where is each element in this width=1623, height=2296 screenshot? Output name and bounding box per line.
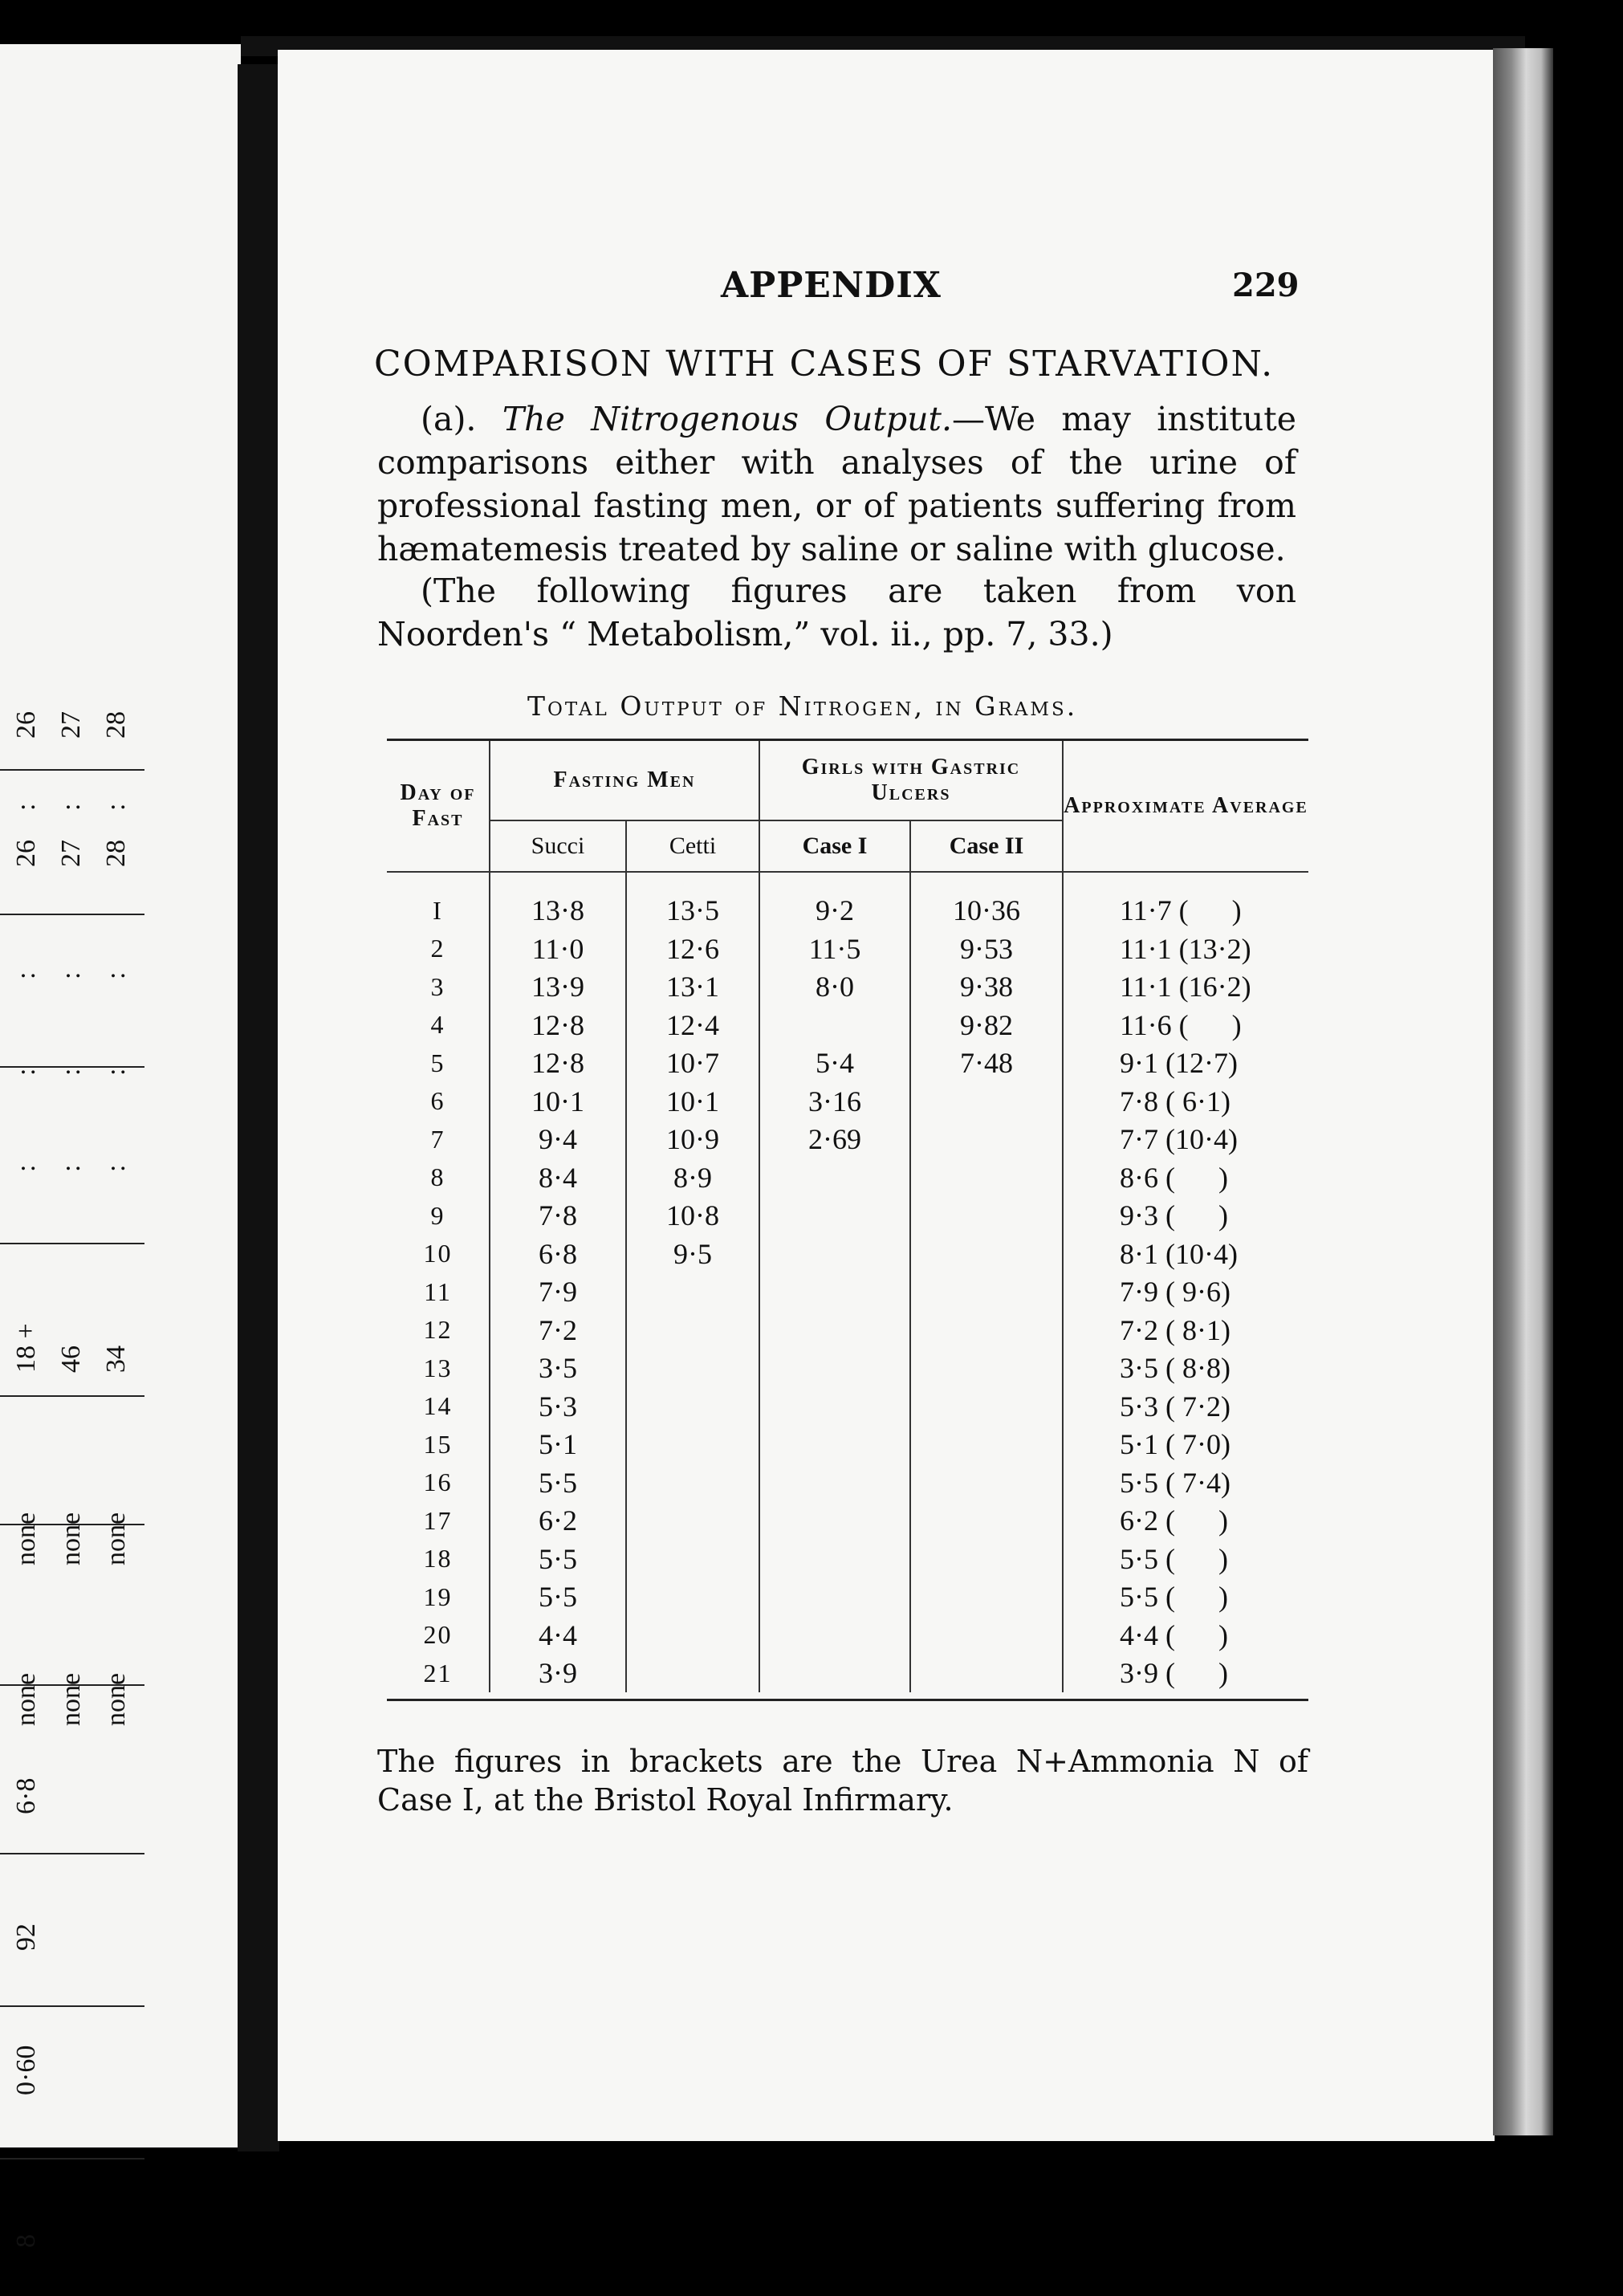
paragraph-label: (a). [421,400,477,438]
cell-succi: 13·8 [490,872,626,930]
cell-average: 9·1 (12·7) [1120,1047,1238,1080]
cell-average: 11·6 ( ) [1120,1008,1242,1041]
header-girls-gastric-ulcers: Girls with Gastric Ulcers [759,740,1063,820]
cell-case1 [759,1463,910,1502]
table-row [387,1197,1308,1236]
table-row [387,968,1308,1007]
cell-case1 [759,1540,910,1578]
fragment-row [51,706,93,2248]
cell-average: 3·5 ( 8·8) [1120,1352,1230,1385]
nitrogen-table [387,739,1308,1701]
cell-average: 3·9 ( ) [1120,1657,1228,1690]
cell-case1 [759,1578,910,1617]
cell-day: 11 [387,1273,490,1312]
cell-succi: 5·5 [490,1540,626,1578]
cell-cetti [626,1387,759,1426]
cell-succi: 9·4 [490,1121,626,1159]
fragment-cell: 6·8 [11,1777,41,1814]
fragment-cell: none [56,1672,86,1726]
cell-case2 [910,1082,1063,1121]
cell-case1 [759,1311,910,1350]
page-number: 229 [1232,267,1300,304]
fragment-cell: 27 [56,711,86,739]
cell-succi: 7·2 [490,1311,626,1350]
cell-average: 7·8 ( 6·1) [1120,1085,1230,1117]
fragment-cell: 92 [11,1924,41,1951]
cell-case1 [759,1502,910,1541]
cell-case1 [759,1426,910,1464]
cell-cetti [626,1616,759,1655]
cell-cetti [626,1655,759,1693]
table-row [387,1273,1308,1312]
fragment-cell: none [11,1512,41,1565]
cell-succi: 11·0 [490,930,626,968]
table-row [387,1655,1308,1693]
cell-average: 7·7 (10·4) [1120,1123,1238,1156]
table-row [387,930,1308,968]
cell-day: 13 [387,1350,490,1388]
fragment-cell: 27 [56,840,86,867]
cell-case2: 9·38 [910,968,1063,1007]
cell-case1: 5·4 [759,1044,910,1083]
cell-case2 [910,1463,1063,1502]
fragment-cell: : [101,1164,131,1172]
table-row [387,1426,1308,1464]
cell-case1 [759,1006,910,1044]
cell-cetti: 10·1 [626,1082,759,1121]
section-heading: COMPARISON WITH CASES OF STARVATION. [374,344,1275,385]
fragment-cell: 26 [11,840,41,867]
cell-day: 10 [387,1235,490,1273]
cell-succi: 5·5 [490,1578,626,1617]
fragment-cell: 0·60 [11,2045,41,2095]
cell-average: 5·3 ( 7·2) [1120,1390,1230,1423]
cell-day: 12 [387,1311,490,1350]
table-row [387,1158,1308,1197]
cell-cetti: 10·7 [626,1044,759,1083]
table-row [387,1235,1308,1273]
fragment-cell: none [101,1672,131,1726]
cell-day: 19 [387,1578,490,1617]
table-row [387,1502,1308,1541]
cell-average: 7·9 ( 9·6) [1120,1276,1230,1309]
cell-cetti: 12·4 [626,1006,759,1044]
cell-case2 [910,1426,1063,1464]
cell-case2: 10·36 [910,872,1063,930]
cell-day: 21 [387,1655,490,1693]
fragment-cell: : [56,1068,86,1076]
cell-case2 [910,1387,1063,1426]
fragment-cell: : [11,1164,41,1172]
cell-case2 [910,1616,1063,1655]
fragment-cell: : [56,803,86,811]
fragment-cell: : [11,803,41,811]
cell-cetti: 13·5 [626,872,759,930]
cell-succi: 12·8 [490,1006,626,1044]
cell-case2 [910,1655,1063,1693]
table-row [387,1578,1308,1617]
cell-average: 5·5 ( ) [1120,1581,1228,1614]
fragment-cell: : [56,1164,86,1172]
table-row [387,872,1308,930]
cell-case1: 2·69 [759,1121,910,1159]
cell-average: 5·5 ( 7·4) [1120,1466,1230,1499]
cell-cetti: 10·8 [626,1197,759,1236]
cell-case1 [759,1616,910,1655]
fragment-cell: none [101,1512,131,1565]
fragment-cell: 28 [101,840,131,867]
paragraph-source: (The following figures are taken from von Noorden's “ Metabolism,” vol. ii., pp. 7, 33.) [377,572,1296,653]
cell-case1: 3·16 [759,1082,910,1121]
cell-case2 [910,1540,1063,1578]
footnote: The figures in brackets are the Urea N+Ammonia N of Case I, at the Bristol Royal Infirmary. [377,1744,1308,1818]
cell-cetti [626,1540,759,1578]
cell-succi: 8·4 [490,1158,626,1197]
cell-succi: 5·3 [490,1387,626,1426]
cell-day: 3 [387,968,490,1007]
cell-case2 [910,1578,1063,1617]
cell-day: 7 [387,1121,490,1159]
cell-day: 9 [387,1197,490,1236]
cell-case2 [910,1158,1063,1197]
cell-case1 [759,1350,910,1388]
cell-case1 [759,1235,910,1273]
table-row [387,1044,1308,1083]
fragment-cell: 28 [101,711,131,739]
cell-succi: 3·9 [490,1655,626,1693]
cell-case1 [759,1158,910,1197]
cell-succi: 10·1 [490,1082,626,1121]
fragment-cell: none [56,1512,86,1565]
cell-cetti [626,1502,759,1541]
running-header: APPENDIX [721,265,942,306]
cell-cetti: 13·1 [626,968,759,1007]
table-row [387,1463,1308,1502]
cell-cetti [626,1463,759,1502]
cell-day: 20 [387,1616,490,1655]
cell-succi: 7·8 [490,1197,626,1236]
cell-day: 17 [387,1502,490,1541]
cell-succi: 4·4 [490,1616,626,1655]
cell-average: 11·1 (13·2) [1120,932,1251,965]
cell-succi: 13·9 [490,968,626,1007]
cell-succi: 5·5 [490,1463,626,1502]
cell-average: 9·3 ( ) [1120,1199,1228,1232]
header-cetti: Cetti [626,820,759,872]
cell-case1 [759,1273,910,1312]
header-fasting-men: Fasting Men [490,740,759,820]
cell-succi: 3·5 [490,1350,626,1388]
table-row [387,1121,1308,1159]
cell-average: 5·1 ( 7·0) [1120,1428,1230,1461]
header-succi: Succi [490,820,626,872]
cell-case2 [910,1121,1063,1159]
cell-day: 14 [387,1387,490,1426]
cell-average: 6·2 ( ) [1120,1504,1228,1537]
cell-succi: 6·2 [490,1502,626,1541]
cell-day: 6 [387,1082,490,1121]
rotated-table [0,706,144,2248]
cell-case1 [759,1655,910,1693]
table-row [387,1311,1308,1350]
table-row [387,1006,1308,1044]
cell-cetti [626,1311,759,1350]
cell-average: 8·1 (10·4) [1120,1237,1238,1270]
cell-succi: 5·1 [490,1426,626,1464]
cell-average: 5·5 ( ) [1120,1542,1228,1575]
fragment-row [96,706,138,2248]
header-approximate-average: Approximate Average [1063,740,1308,872]
cell-case2: 9·53 [910,930,1063,968]
table-row [387,1616,1308,1655]
cell-cetti: 9·5 [626,1235,759,1273]
cell-day: 18 [387,1540,490,1578]
page-edge [1493,48,1553,2135]
cell-cetti [626,1426,759,1464]
cell-case2 [910,1235,1063,1273]
table-row [387,1540,1308,1578]
fragment-cell: : [101,971,131,979]
cell-average: 8·6 ( ) [1120,1161,1228,1194]
cell-average: 11·1 (16·2) [1120,971,1251,1003]
cell-case1: 8·0 [759,968,910,1007]
cell-case2 [910,1311,1063,1350]
cell-day: 2 [387,930,490,968]
cell-day: 5 [387,1044,490,1083]
header-day-of-fast: Day of Fast [387,740,490,872]
fragment-cell: : [56,971,86,979]
fragment-cell: 46 [56,1345,86,1373]
cell-average: 11·7 ( ) [1120,894,1242,927]
cell-case2: 9·82 [910,1006,1063,1044]
cell-cetti: 12·6 [626,930,759,968]
cell-cetti [626,1578,759,1617]
fragment-cell: : [11,971,41,979]
cell-case2 [910,1350,1063,1388]
fragment-row [6,706,48,2248]
paragraph-text: —We may institute comparisons either with analyses of the urine of professional fasting men, or of patients suffering from hæmatemesis treated by saline or saline with glucose. [377,400,1296,568]
cell-day: I [387,872,490,930]
fragment-cell: 8 [11,2234,41,2248]
cell-case1: 9·2 [759,872,910,930]
cell-cetti: 10·9 [626,1121,759,1159]
fragment-cell: 34 [101,1345,131,1373]
cell-average: 7·2 ( 8·1) [1120,1313,1230,1346]
fragment-cell: : [101,803,131,811]
cell-day: 4 [387,1006,490,1044]
fragment-cell: 26 [11,711,41,739]
fragment-cell: 18 + [11,1323,41,1373]
header-case-2: Case II [910,820,1063,872]
cell-case1 [759,1197,910,1236]
cell-day: 15 [387,1426,490,1464]
cell-succi: 7·9 [490,1273,626,1312]
table-row [387,1350,1308,1388]
cell-cetti: 8·9 [626,1158,759,1197]
table-row [387,1387,1308,1426]
paragraph-italic-title: The Nitrogenous Output. [502,400,952,438]
cell-day: 8 [387,1158,490,1197]
paragraph-nitrogenous-output [377,397,1296,571]
cell-case2: 7·48 [910,1044,1063,1083]
fragment-cell: none [11,1672,41,1726]
fragment-cell: : [101,1068,131,1076]
book-gutter [238,64,279,2151]
cell-case2 [910,1197,1063,1236]
cell-case1 [759,1387,910,1426]
cell-cetti [626,1350,759,1388]
cell-case1: 11·5 [759,930,910,968]
cell-average: 4·4 ( ) [1120,1618,1228,1651]
cell-case2 [910,1502,1063,1541]
table-row [387,1082,1308,1121]
cell-day: 16 [387,1463,490,1502]
fragment-cell: : [11,1068,41,1076]
cell-succi: 12·8 [490,1044,626,1083]
cell-succi: 6·8 [490,1235,626,1273]
header-case-1: Case I [759,820,910,872]
table-caption: Total Output of Nitrogen, in Grams. [527,690,1078,722]
cell-cetti [626,1273,759,1312]
cell-case2 [910,1273,1063,1312]
